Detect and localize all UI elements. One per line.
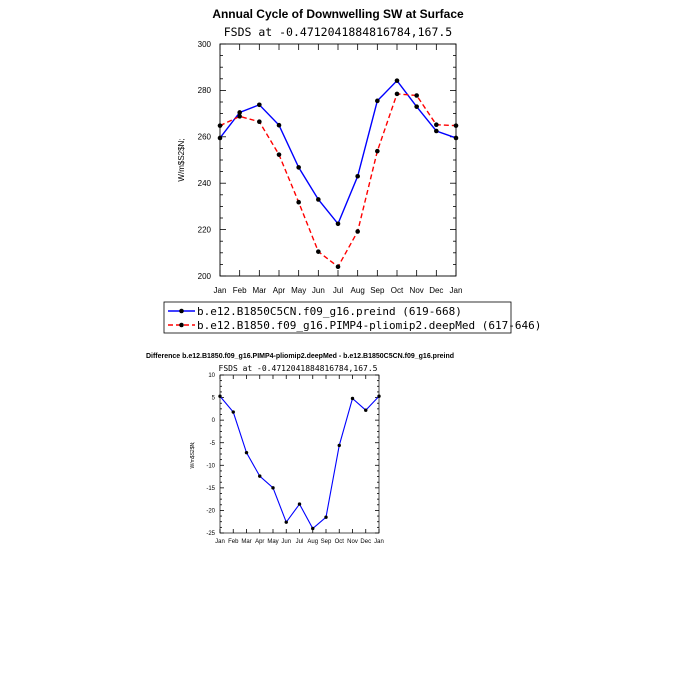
chart1-series-2-point <box>257 119 262 124</box>
chart2-series-1-point <box>324 516 327 519</box>
legend-marker-series-2 <box>179 323 184 328</box>
chart1-series-1-point <box>218 136 223 141</box>
chart1-y-tick-label: 220 <box>197 225 211 235</box>
chart2-x-tick-label: Oct <box>334 539 344 545</box>
chart2-plot-frame <box>220 375 379 533</box>
chart2-series-1-point <box>218 395 221 398</box>
chart1-legend <box>164 302 541 333</box>
chart1-series-2-line <box>220 94 456 267</box>
chart1-y-tick-label: 280 <box>197 86 211 96</box>
chart2-series-1-point <box>298 502 301 505</box>
chart1-x-tick-label: Feb <box>232 286 247 295</box>
chart1-x-tick-label: Jul <box>332 286 344 295</box>
chart1-x-tick-label: Apr <box>272 286 286 295</box>
chart1-series-2-point <box>316 249 321 254</box>
chart1-series-2-point <box>434 122 439 127</box>
chart2-y-tick-label: -5 <box>209 440 215 447</box>
chart2-series-1-point <box>285 520 288 523</box>
chart1-x-tick-label: May <box>291 286 307 295</box>
chart1-x-tick-label: Jan <box>449 286 463 295</box>
chart2-series-1-point <box>377 395 380 398</box>
chart2-series-1-point <box>232 410 235 413</box>
chart1-x-tick-label: Oct <box>390 286 404 295</box>
legend-marker-series-1 <box>179 309 184 314</box>
chart2-x-tick-label: Feb <box>228 539 239 545</box>
chart2-series-1-point <box>311 527 314 530</box>
chart2-y-tick-label: 5 <box>211 395 215 402</box>
chart1-series-1-point <box>395 78 400 83</box>
chart1-y-tick-label: 300 <box>197 39 211 49</box>
chart2-y-tick-label: -10 <box>206 463 215 470</box>
chart1-x-tick-label: Jan <box>213 286 227 295</box>
chart2-series-1-point <box>258 474 261 477</box>
chart1-y-tick-label: 240 <box>197 179 211 188</box>
chart2-series-1-point <box>364 409 367 412</box>
chart1-series-1-point <box>277 123 282 128</box>
annual-cycle-chart <box>177 7 464 295</box>
chart2-x-tick-label: Dec <box>360 539 372 545</box>
chart2-series-1-point <box>271 486 274 489</box>
chart2-x-tick-label: Mar <box>241 539 252 545</box>
chart1-series-1-point <box>375 99 380 104</box>
legend-label-series-2: b.e12.B1850.f09_g16.PIMP4-pliomip2.deepMed (617-646) <box>197 319 542 332</box>
chart1-series-2-point <box>336 264 341 269</box>
chart1-series-2-point <box>395 92 400 97</box>
chart2-series-1-point <box>338 444 341 447</box>
chart1-x-tick-label: Sep <box>370 286 385 295</box>
chart2-x-tick-label: Jun <box>281 539 292 545</box>
chart2-y-tick-label: -25 <box>206 531 215 538</box>
chart1-series-2-point <box>237 114 242 119</box>
chart2-y-tick-label: -20 <box>206 508 215 515</box>
chart2-y-tick-label: 0 <box>211 418 215 425</box>
chart2-series-1-line <box>220 396 379 528</box>
chart1-series-1-point <box>454 136 459 141</box>
chart1-y-tick-label: 200 <box>197 271 211 281</box>
chart1-series-2-point <box>454 123 459 128</box>
chart1-x-tick-label: Mar <box>252 286 267 295</box>
legend-label-series-1: b.e12.B1850C5CN.f09_g16.preind (619-668) <box>197 305 462 318</box>
chart1-series-2-point <box>218 123 223 128</box>
chart2-x-tick-label: Jul <box>295 539 304 545</box>
chart1-series-2-point <box>296 200 301 205</box>
chart1-series-1-point <box>355 174 360 179</box>
chart2-y-tick-label: -15 <box>206 485 215 492</box>
chart1-series-1-point <box>336 222 341 227</box>
chart2-y-tick-label: 10 <box>208 373 215 380</box>
chart1-x-tick-label: Jun <box>311 286 325 295</box>
chart2-series-1-point <box>245 451 248 454</box>
chart2-x-tick-label: Nov <box>347 539 358 545</box>
chart2-x-tick-label: Sep <box>320 539 332 545</box>
chart1-series-2-point <box>414 93 419 98</box>
chart2-x-tick-label: Jan <box>374 539 384 545</box>
chart1-plot-frame <box>220 44 456 276</box>
chart1-series-2-point <box>355 229 360 234</box>
chart1-y-axis-label: W/m$S2$N; <box>177 138 186 182</box>
chart2-series-1-point <box>351 397 354 400</box>
chart1-series-1-point <box>414 104 419 109</box>
chart1-series-1-point <box>257 102 262 107</box>
chart1-series-2-point <box>375 149 380 154</box>
chart1-series-2-point <box>277 152 282 157</box>
chart2-x-tick-label: May <box>267 539 279 545</box>
chart1-x-tick-label: Dec <box>429 286 444 295</box>
chart1-series-1-point <box>296 165 301 170</box>
difference-chart <box>146 353 454 545</box>
chart2-x-tick-label: Aug <box>307 539 319 545</box>
chart2-title: Difference b.e12.B1850.f09_g16.PIMP4-pliomip2.deepMed - b.e12.B1850C5CN.f09_g16.preind <box>145 353 455 360</box>
chart2-subtitle: FSDS at -0.4712041884816784,167.5 <box>218 364 378 373</box>
chart1-subtitle: FSDS at -0.4712041884816784,167.5 <box>223 25 453 39</box>
chart1-y-tick-label: 260 <box>197 132 211 142</box>
chart2-x-tick-label: Jan <box>215 539 225 545</box>
chart1-series-1-point <box>237 110 242 115</box>
chart1-x-tick-label: Aug <box>350 286 365 295</box>
chart2-y-axis-label: W/m$S2$N; <box>190 441 196 469</box>
chart2-x-tick-label: Apr <box>255 539 265 545</box>
chart1-series-1-point <box>316 197 321 202</box>
chart1-series-1-point <box>434 129 439 134</box>
chart1-title: Annual Cycle of Downwelling SW at Surface <box>212 7 464 21</box>
chart1-x-tick-label: Nov <box>409 286 424 295</box>
